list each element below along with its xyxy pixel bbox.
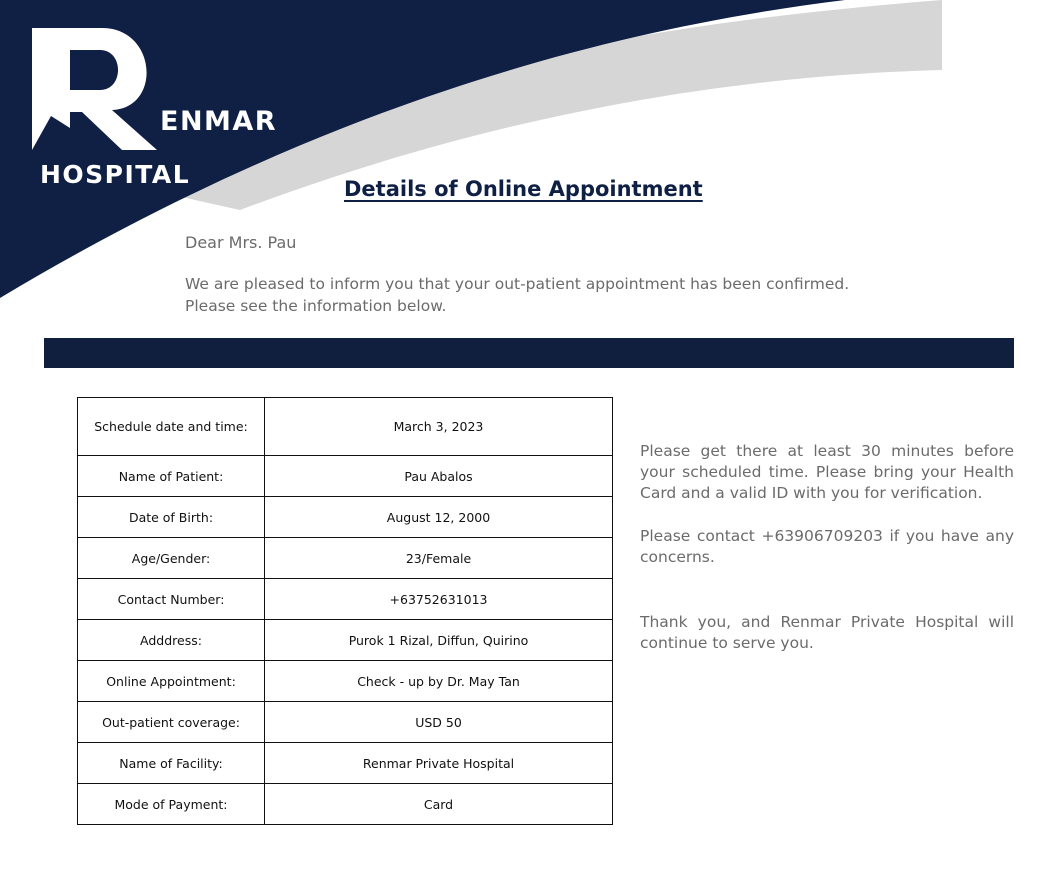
intro-line-1: We are pleased to inform you that your out-patient appointment has been confirmed.: [185, 275, 850, 293]
row-value: Purok 1 Rizal, Diffun, Quirino: [265, 620, 613, 661]
row-label: Mode of Payment:: [78, 784, 265, 825]
row-value: Card: [265, 784, 613, 825]
row-label: Adddress:: [78, 620, 265, 661]
table-row: [78, 784, 613, 825]
row-label: Out-patient coverage:: [78, 702, 265, 743]
table-row: [78, 620, 613, 661]
logo-r-letter-icon: [32, 28, 167, 153]
closing-message: Thank you, and Renmar Private Hospital will continue to serve you.: [640, 613, 1014, 652]
appointment-details-table: [77, 397, 613, 825]
row-label: Name of Facility:: [78, 743, 265, 784]
logo-name-top: ENMAR: [160, 106, 278, 137]
table-row: [78, 702, 613, 743]
row-label: Date of Birth:: [78, 497, 265, 538]
row-label: Age/Gender:: [78, 538, 265, 579]
row-label: Online Appointment:: [78, 661, 265, 702]
table-row: [78, 538, 613, 579]
intro-paragraph: [185, 273, 925, 317]
row-value: 23/Female: [265, 538, 613, 579]
intro-line-2: Please see the information below.: [185, 297, 447, 315]
row-value: Renmar Private Hospital: [265, 743, 613, 784]
row-value: March 3, 2023: [265, 398, 613, 456]
row-label: Contact Number:: [78, 579, 265, 620]
logo-name-bottom: HOSPITAL: [40, 160, 191, 189]
table-row: [78, 456, 613, 497]
table-row: [78, 743, 613, 784]
row-value: +63752631013: [265, 579, 613, 620]
divider-band: [44, 338, 1014, 368]
row-label: Name of Patient:: [78, 456, 265, 497]
table-row: [78, 579, 613, 620]
instructions-panel: [640, 441, 1014, 654]
page-title: Details of Online Appointment: [344, 177, 703, 201]
table-row: [78, 398, 613, 456]
table-row: [78, 661, 613, 702]
table-row: [78, 497, 613, 538]
row-value: Check - up by Dr. May Tan: [265, 661, 613, 702]
row-value: August 12, 2000: [265, 497, 613, 538]
row-label: Schedule date and time:: [78, 398, 265, 456]
greeting-text: Dear Mrs. Pau: [185, 233, 297, 252]
instruction-contact: Please contact +63906709203 if you have any concerns.: [640, 527, 1014, 566]
row-value: USD 50: [265, 702, 613, 743]
row-value: Pau Abalos: [265, 456, 613, 497]
instruction-arrival: Please get there at least 30 minutes before your scheduled time. Please bring your Health Card and a valid ID with you for verification.: [640, 442, 1014, 502]
